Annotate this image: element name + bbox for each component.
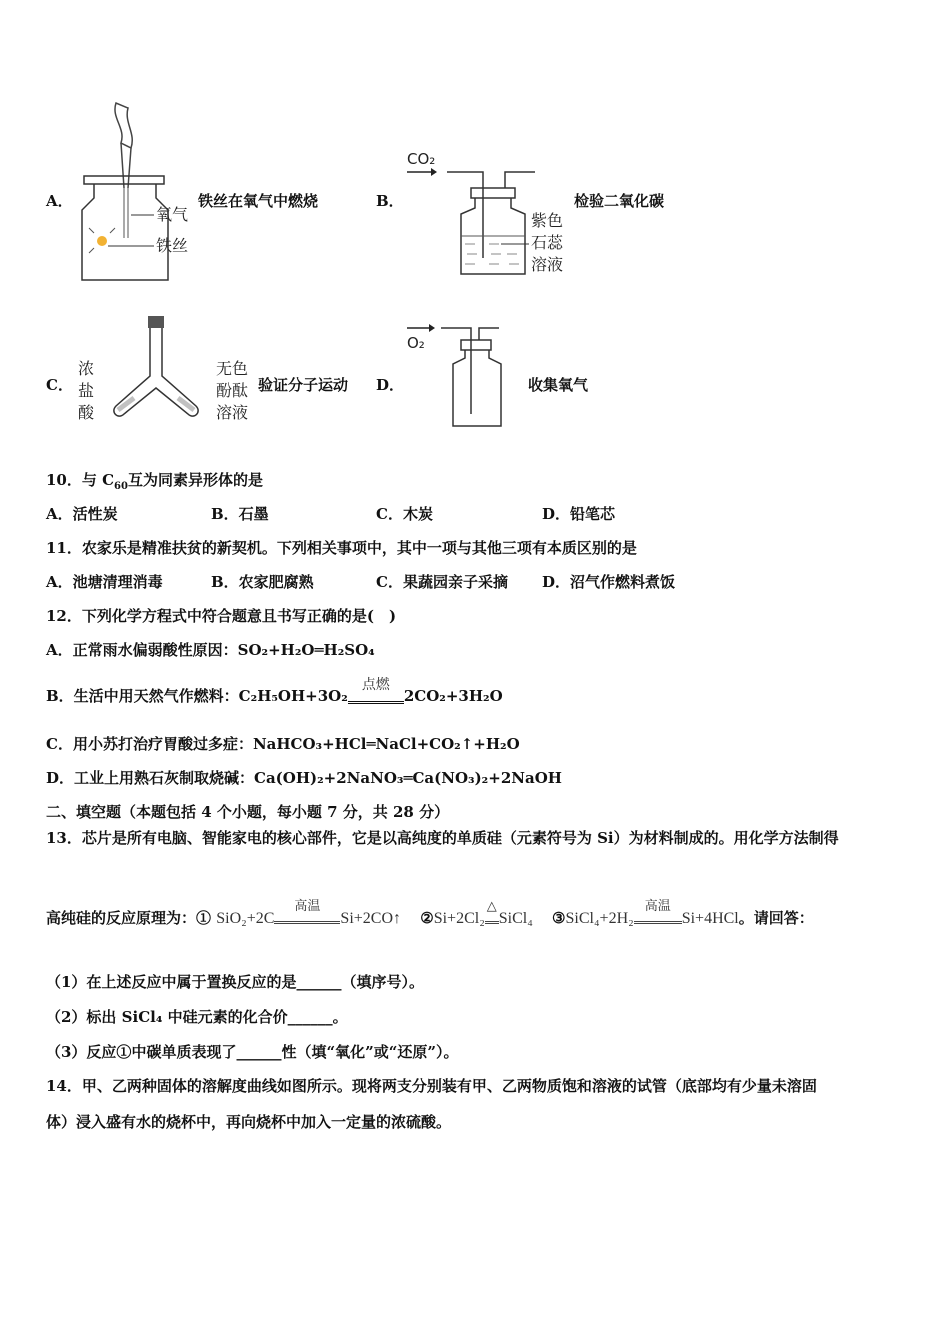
option-a-caption: 铁丝在氧气中燃烧 [198,192,319,210]
hcl-label: 盐 [78,381,95,400]
q12-option-a[interactable]: A．正常雨水偏弱酸性原因：SO₂+H₂O═H₂SO₄ [46,641,375,659]
solution-label: 溶液 [531,255,564,274]
q13-sub1: （1）在上述反应中属于置换反应的是______（填序号）。 [46,973,424,991]
q14-line2: 体）浸入盛有水的烧杯中，再向烧杯中加入一定量的浓硫酸。 [46,1113,452,1131]
section-title: 二、填空题（本题包括 4 个小题，每小题 7 分，共 28 分） [46,803,450,821]
q13-sub2: （2）标出 SiCl₄ 中硅元素的化合价______。 [46,1008,348,1026]
q13-stem: 13．芯片是所有电脑、智能家电的核心部件，它是以高纯度的单质硅（元素符号为 Si）为材料制成的。用化学方法制得 [46,829,839,847]
ignite-condition: 点燃 [361,676,390,693]
q11-option-a[interactable]: A．池塘清理消毒 [46,573,163,591]
oxygen-label: 氧气 [156,205,189,224]
q13-sub3: （3）反应①中碳单质表现了______性（填“氧化”或“还原”）。 [46,1043,459,1061]
co2-label: CO₂ [407,150,436,168]
q12-option-c[interactable]: C．用小苏打治疗胃酸过多症：NaHCO₃+HCl═NaCl+CO₂↑+H₂O [46,735,520,753]
q11-option-c[interactable]: C．果蔬园亲子采摘 [376,573,508,591]
q10-option-b[interactable]: B．石墨 [211,505,269,523]
q12-option-b[interactable]: B．生活中用天然气作燃料：C₂H₅OH+3O₂ 点燃 2CO₂+3H₂O [46,676,503,705]
q10-stem: 10．与 $C_{60}$互为同素异形体的是 [46,471,263,492]
colorless-label: 无色 [216,359,249,378]
conc-label: 浓 [78,359,95,378]
co2-test-figure [405,148,575,278]
purple-label: 紫色 [531,211,564,230]
q11-option-b[interactable]: B．农家肥腐熟 [211,573,314,591]
option-c-caption: 验证分子运动 [258,376,349,394]
option-d-letter: D． [376,376,405,394]
iron-wire-label: 铁丝 [156,236,189,255]
eq3-condition: 高温 [644,898,671,914]
eq1-condition: 高温 [294,898,321,914]
q10-option-c[interactable]: C．木炭 [376,505,433,523]
option-b-letter: B． [376,192,404,210]
option-b-caption: 检验二氧化碳 [574,192,665,210]
option-c-letter: C． [46,376,73,394]
q12-stem: 12．下列化学方程式中符合题意且书写正确的是( ) [46,607,397,625]
acid-label: 酸 [78,403,95,422]
q13-reactions: 高纯硅的反应原理为：① SiO₂+2C 高温 Si+2CO↑ ②Si+2Cl₂ △ SiCl₄ ③SiCl₄+2H₂ 高温 Si+4HCl。请回答： [46,898,814,927]
eq2-condition: △ [486,898,497,914]
q10-option-d[interactable]: D．铅笔芯 [542,505,616,523]
phenolphthalein-label: 酚酞 [216,381,249,400]
option-d-caption: 收集氧气 [528,376,589,394]
q14-line1: 14．甲、乙两种固体的溶解度曲线如图所示。现将两支分别装有甲、乙两物质饱和溶液的试管（底部均有少量未溶固 [46,1077,817,1095]
litmus-label: 石蕊 [531,233,564,252]
q11-option-d[interactable]: D．沼气作燃料煮饭 [542,573,676,591]
iron-burning-figure [76,98,196,288]
molecular-motion-figure [76,312,256,432]
collect-oxygen-figure [405,318,515,430]
q11-stem: 11．农家乐是精准扶贫的新契机。下列相关事项中，其中一项与其他三项有本质区别的是 [46,539,637,557]
solution-c-label: 溶液 [216,403,249,422]
q10-option-a[interactable]: A．活性炭 [46,505,118,523]
o2-label: O₂ [407,334,425,352]
option-a-letter: A． [46,192,73,210]
q12-option-d[interactable]: D．工业上用熟石灰制取烧碱：Ca(OH)₂+2NaNO₃═Ca(NO₃)₂+2NaOH [46,769,562,787]
